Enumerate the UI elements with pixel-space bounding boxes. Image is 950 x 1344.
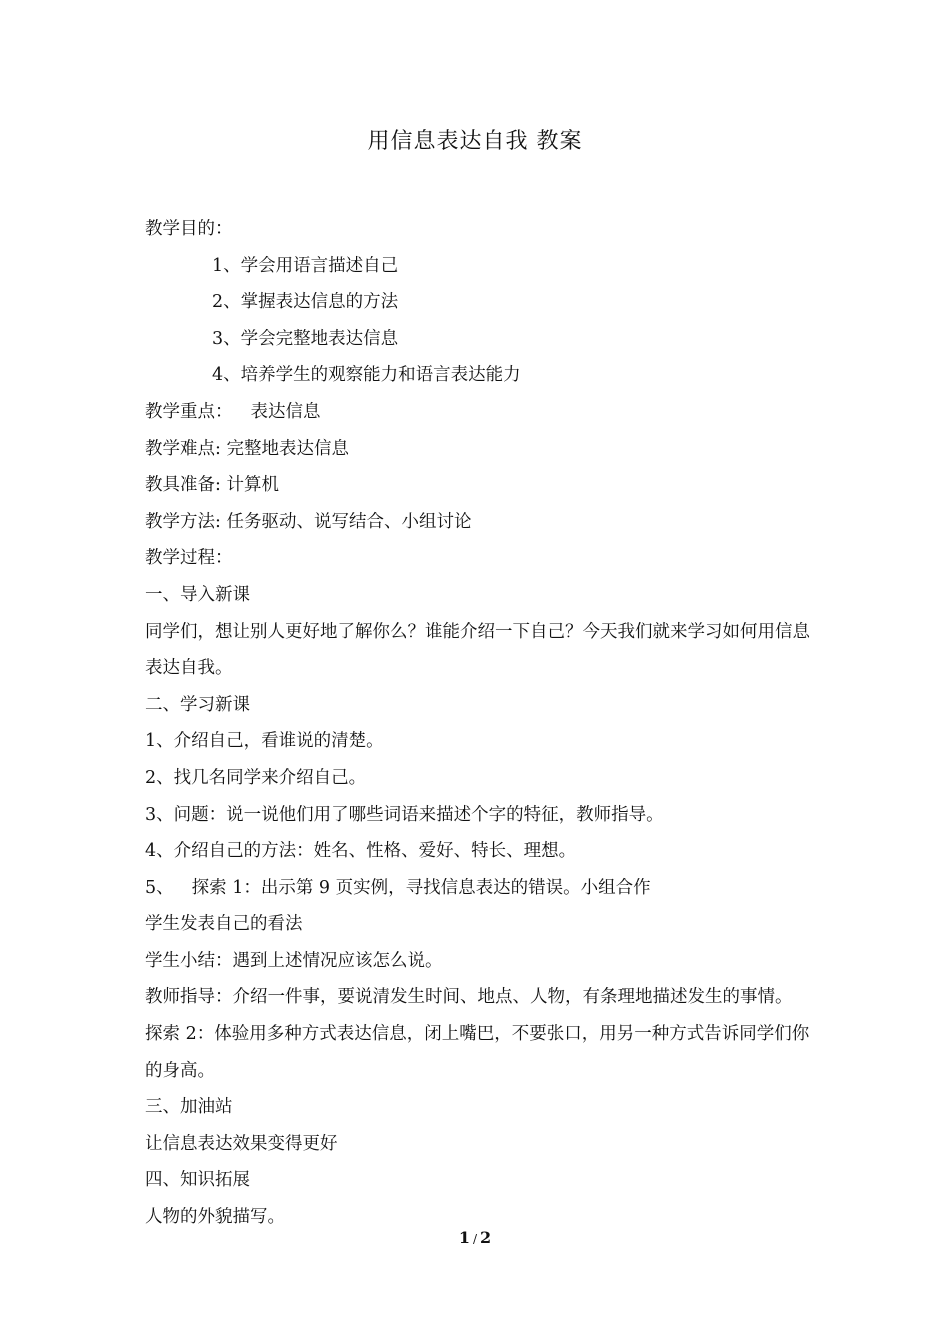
section-heading: 二、学习新课: [145, 694, 250, 715]
lesson-step: [145, 870, 815, 907]
section-heading: 三、加油站: [145, 1097, 233, 1118]
step-number: 5、: [145, 877, 174, 898]
section-paragraph: 人物的外貌描写。: [145, 1207, 285, 1228]
methods-line: 教学方法: 任务驱动、说写结合、小组讨论: [145, 511, 472, 532]
teacher-guide-line: 教师指导：介绍一件事，要说清发生时间、地点、人物，有条理地描述发生的事情。: [145, 987, 793, 1008]
section-heading: 四、知识拓展: [145, 1170, 250, 1191]
objective-item: 2、掌握表达信息的方法: [212, 292, 399, 313]
lesson-step: 1、介绍自己，看谁说的清楚。: [145, 731, 384, 752]
lesson-step: 3、问题：说一说他们用了哪些词语来描述个字的特征，教师指导。: [145, 804, 664, 825]
objective-item: 4、培养学生的观察能力和语言表达能力: [212, 365, 521, 386]
lesson-step: 2、找几名同学来介绍自己。: [145, 767, 367, 788]
process-heading: 教学过程：: [145, 548, 233, 569]
document-body: [145, 211, 815, 1236]
objectives-heading: 教学目的：: [145, 219, 233, 239]
document-title: 用信息表达自我 教案: [367, 129, 583, 154]
objective-item: 1、学会用语言描述自己: [212, 255, 399, 276]
section-paragraph: 让信息表达效果变得更好: [145, 1133, 338, 1154]
student-view-line: 学生发表自己的看法: [145, 914, 303, 935]
lesson-step: 4、介绍自己的方法：姓名、性格、爱好、特长、理想。: [145, 841, 577, 862]
key-point-value: 表达信息: [250, 401, 321, 422]
section-paragraph: 同学们，想让别人更好地了解你么？谁能介绍一下自己？今天我们就来学习如何用信息表达自我。: [145, 621, 810, 679]
explore2-paragraph: 探索 2：体验用多种方式表达信息，闭上嘴巴，不要张口，用另一种方式告诉同学们你的身高。: [145, 1024, 810, 1081]
key-point-line: [145, 394, 815, 431]
page-total: 2: [480, 1228, 492, 1247]
tools-line: 教具准备: 计算机: [145, 475, 279, 496]
step-text: 探索 1：出示第 9 页实例，寻找信息表达的错误。小组合作: [191, 877, 651, 898]
student-summary-line: 学生小结：遇到上述情况应该怎么说。: [145, 950, 443, 971]
section-heading: 一、导入新课: [145, 584, 250, 605]
page-current: 1: [458, 1228, 470, 1247]
key-point-label: 教学重点：: [145, 401, 233, 422]
page-separator: /: [472, 1232, 478, 1246]
objective-item: 3、学会完整地表达信息: [212, 328, 399, 349]
difficulty-line: 教学难点: 完整地表达信息: [145, 438, 349, 459]
page-number: [0, 1226, 950, 1251]
